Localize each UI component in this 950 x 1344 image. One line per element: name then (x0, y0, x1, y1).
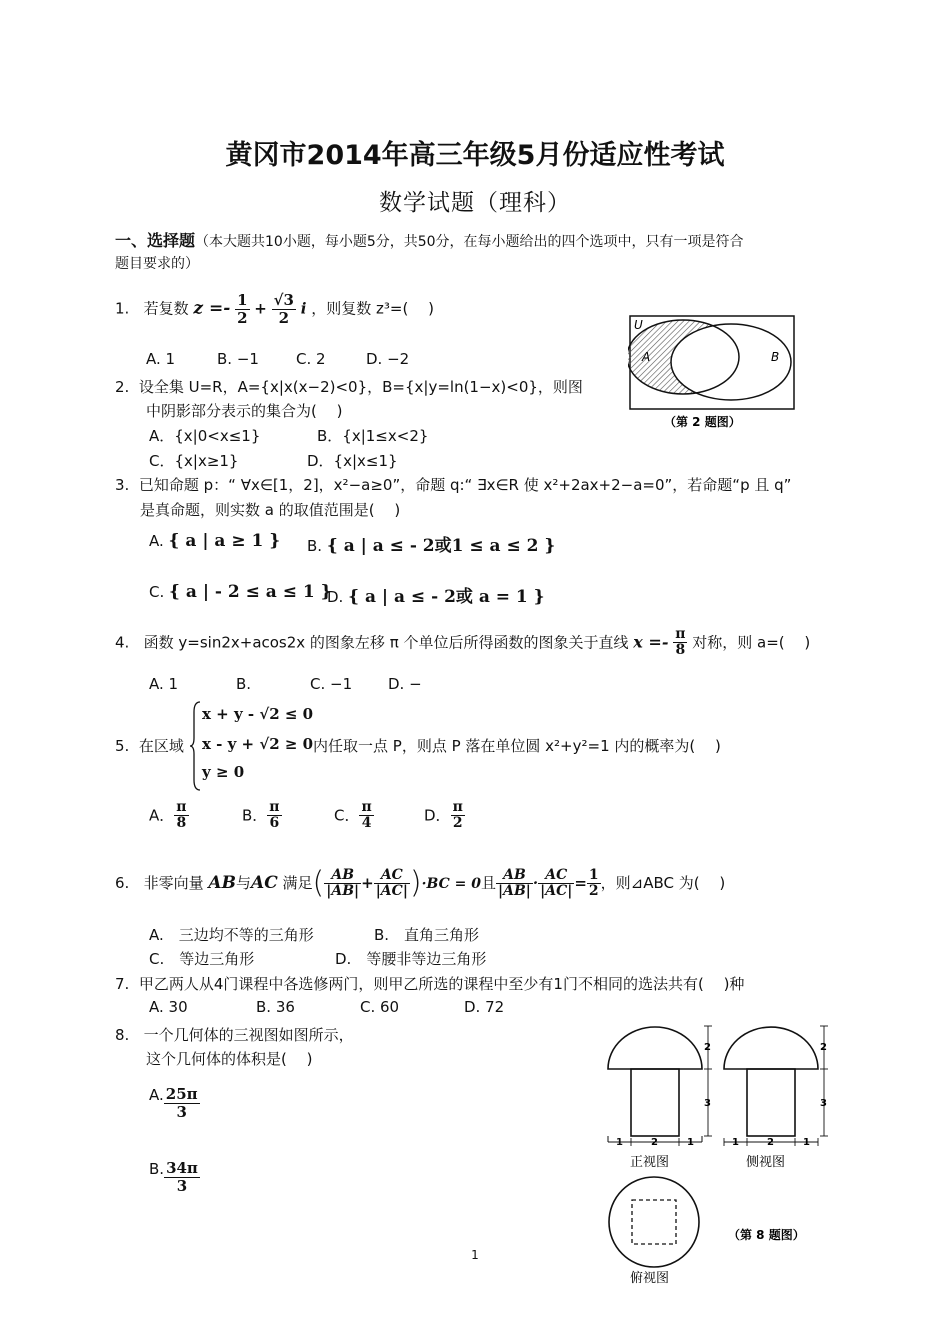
q3-option-c-set: { a | - 2 ≤ a ≤ 1 } (169, 582, 332, 602)
top-view-label: 俯视图 (630, 1271, 670, 1285)
q3-option-b-set: { a | a ≤ - 2或1 ≤ a ≤ 2 } (326, 536, 556, 556)
figure8-caption: （第 8 题图） (728, 1228, 805, 1242)
front-dim-2b: 2 (651, 1137, 658, 1148)
side-dim-1a: 1 (732, 1137, 739, 1148)
q1-math-z: z =- (193, 298, 231, 319)
q1-number: 1. (115, 299, 130, 318)
three-view-figure (600, 1020, 840, 1285)
q4-text-a: 函数 y=sin2x+acos2x 的图象左移 π 个单位后所得函数的图象关于直线 (143, 633, 629, 652)
q5-option-b: B． $\frac{\pi}{6}$ (242, 799, 280, 832)
side-dim-1b: 1 (803, 1137, 810, 1148)
q3-option-d: D. { a | a ≤ - 2或 a = 1 } (327, 587, 545, 607)
q6-vector-ab: AB (208, 873, 236, 893)
q4-frac: $\frac{\pi}{8}$ (675, 626, 686, 659)
front-dim-1b: 1 (687, 1137, 694, 1148)
q7-option-a: A. 30 (149, 998, 188, 1016)
q4-option-a: A. 1 (149, 675, 179, 693)
q6-text-a: 非零向量 (143, 874, 204, 892)
q5-option-c: C． $\frac{\pi}{4}$ (334, 799, 372, 832)
q1-frac1: $\frac{1}{2}$ (237, 291, 248, 327)
q4-math-x: x =- (633, 632, 669, 652)
q4-option-b: B. (236, 675, 252, 693)
q1-frac2: $\frac{√3}{2}$ (273, 291, 294, 327)
q6-frac-b: $\frac{AC}{|AC|}$ (375, 866, 408, 899)
q1-option-b: B. −1 (217, 350, 259, 368)
q1-text-a: 若复数 (143, 299, 189, 318)
q1-i: i (300, 299, 307, 318)
side-dim-3: 3 (820, 1098, 827, 1109)
q6-option-c: C. 等边三角形 (149, 950, 255, 968)
q7-option-b: B. 36 (256, 998, 295, 1016)
q5-number-text (115, 735, 184, 756)
q8-option-b: B. $\frac{34\pi}{3}$ (149, 1159, 198, 1195)
q6-text-b: 满足 (282, 874, 313, 892)
section-note-2: 题目要求的） (115, 256, 199, 272)
q1-option-c: C. 2 (296, 350, 326, 368)
q6-frac-e: $\frac{1}{2}$ (588, 866, 599, 899)
q8-line1: 一个几何体的三视图如图所示， (143, 1026, 354, 1044)
side-dim-2b: 2 (767, 1137, 774, 1148)
section-note: （本大题共10小题，每小题5分，共50分，在每小题给出的四个选项中，只有一项是符合 (195, 234, 744, 250)
q3-option-c: C. { a | - 2 ≤ a ≤ 1 } (149, 582, 332, 602)
q5-text-a: 在区域 (138, 737, 184, 755)
q3-line2: 是真命题，则实数 a 的取值范围是( ) (140, 501, 401, 519)
q8-frac-a: $\frac{25\pi}{3}$ (165, 1085, 198, 1121)
side-view-label: 侧视图 (746, 1155, 786, 1170)
venn-label-a: A (642, 350, 651, 364)
page-title: 黄冈市2014年高三年级5月份适应性考试 (225, 140, 725, 171)
q2-option-a: A．{x|0<x≤1} (149, 427, 261, 445)
q6-option-b: B. 直角三角形 (374, 926, 480, 944)
q6-text-c: ，则⊿ABC 为( ) (600, 874, 726, 892)
q5-frac-c: $\frac{\pi}{4}$ (361, 799, 372, 832)
q6-frac-a: $\frac{AB}{|AB|}$ (326, 866, 360, 899)
q6-frac-c: $\frac{AB}{|AB|}$ (498, 866, 531, 899)
q2-number: 2. (115, 378, 130, 396)
q3-option-d-set: { a | a ≤ - 2或 a = 1 } (348, 587, 545, 607)
q1-option-d: D. −2 (366, 350, 410, 368)
q4-option-c: C. −1 (310, 675, 353, 693)
q3-option-a: A. { a | a ≥ 1 } (149, 531, 281, 551)
q3-line1: 已知命题 p：“ ∀x∈[1，2]，x²−a≥0”，命题 q:“ ∃x∈R 使 x²+2ax+2−a=0”，若命题“p 且 q” (138, 476, 792, 494)
q5-frac-b: $\frac{\pi}{6}$ (269, 799, 280, 832)
q5-system-3: y ≥ 0 (202, 763, 245, 781)
q8-frac-b: $\frac{34\pi}{3}$ (166, 1159, 198, 1195)
q2-stem-1 (115, 376, 583, 397)
page-subtitle: 数学试题（理科） (379, 190, 571, 216)
venn-caption: （第 2 题图） (664, 415, 741, 429)
q5-system-1: x + y - √2 ≤ 0 (202, 705, 314, 723)
q4-stem (115, 627, 810, 659)
q2-line1: 设全集 U=R，A={x|x(x−2)<0}，B={x|y=ln(1−x)<0}，则图 (138, 378, 583, 396)
q5-frac-d: $\frac{\pi}{2}$ (452, 799, 463, 832)
q6-number: 6. (115, 874, 130, 892)
q6-option-a: A. 三边均不等的三角形 (149, 926, 314, 944)
q7-number: 7. (115, 975, 130, 993)
q2-option-d: D．{x|x≤1} (307, 452, 398, 470)
side-view (724, 1027, 818, 1136)
q6-dot-bc: ·BC = 0 (421, 876, 481, 892)
q8-stem-1 (115, 1024, 354, 1045)
venn-label-b: B (771, 350, 780, 364)
q6-and: 且 (480, 874, 496, 892)
q6-option-d: D. 等腰非等边三角形 (335, 950, 487, 968)
q1-stem (115, 292, 434, 326)
q3-stem-1 (115, 474, 791, 495)
q4-option-d: D. − (388, 675, 422, 693)
q1-option-a: A. 1 (146, 350, 176, 368)
q6-vector-ac: AC (251, 873, 278, 893)
q1-plus: + (254, 299, 267, 318)
q1-text-b: ，则复数 z³=( ) (311, 299, 434, 318)
q5-option-a: A． $\frac{\pi}{8}$ (149, 799, 187, 832)
front-dim-2: 2 (704, 1042, 711, 1053)
q3-number: 3. (115, 476, 130, 494)
venn-diagram (628, 314, 798, 432)
q8-option-a: A. $\frac{25\pi}{3}$ (149, 1085, 198, 1121)
q6-with: 与 (235, 874, 251, 892)
q5-number: 5. (115, 737, 130, 755)
q5-system-2: x - y + √2 ≥ 0 (202, 735, 314, 753)
q4-number: 4. (115, 633, 130, 652)
q4-text-b: 对称，则 a=( ) (692, 633, 811, 652)
q6-stem: 6. 非零向量 AB与AC 满足( $\frac{AB}{|AB|}$ + $\frac{AC}{|AC|}$ )·BC = 0且 $\frac{AB}{|AB|}$ · $\frac{AC}{|AC|}$ = $\frac{1}{2}$ ，则⊿ABC 为( ) (115, 865, 726, 901)
front-view-label: 正视图 (630, 1155, 670, 1170)
section-title: 一、选择题 (115, 231, 196, 250)
q8-number: 8. (115, 1026, 130, 1044)
q3-option-a-set: { a | a ≥ 1 } (168, 531, 281, 551)
front-view (608, 1027, 702, 1142)
q7-stem (115, 973, 744, 994)
page-number: 1 (471, 1248, 479, 1262)
q2-option-c: C．{x|x≥1} (149, 452, 239, 470)
front-dim-3: 3 (704, 1098, 711, 1109)
venn-label-u: U (634, 318, 643, 332)
q5-text-b: 内任取一点 P，则点 P 落在单位圆 x²+y²=1 内的概率为( ) (313, 737, 721, 755)
section-heading (115, 228, 744, 251)
q8-line2: 这个几何体的体积是( ) (146, 1050, 313, 1068)
side-dim-2: 2 (820, 1042, 827, 1053)
q7-option-d: D. 72 (464, 998, 505, 1016)
q7-option-c: C. 60 (360, 998, 400, 1016)
front-dim-1a: 1 (616, 1137, 623, 1148)
q5-brace (190, 700, 202, 792)
q5-option-d: D． $\frac{\pi}{2}$ (424, 799, 463, 832)
q2-line2: 中阴影部分表示的集合为( ) (146, 402, 343, 420)
q2-option-b: B．{x|1≤x<2} (317, 427, 429, 445)
q6-frac-d: $\frac{AC}{|AC|}$ (540, 866, 573, 899)
q5-frac-a: $\frac{\pi}{8}$ (176, 799, 187, 832)
q3-option-b: B. { a | a ≤ - 2或1 ≤ a ≤ 2 } (307, 536, 556, 556)
q7-text: 甲乙两人从4门课程中各选修两门，则甲乙所选的课程中至少有1门不相同的选法共有( )种 (138, 975, 745, 993)
